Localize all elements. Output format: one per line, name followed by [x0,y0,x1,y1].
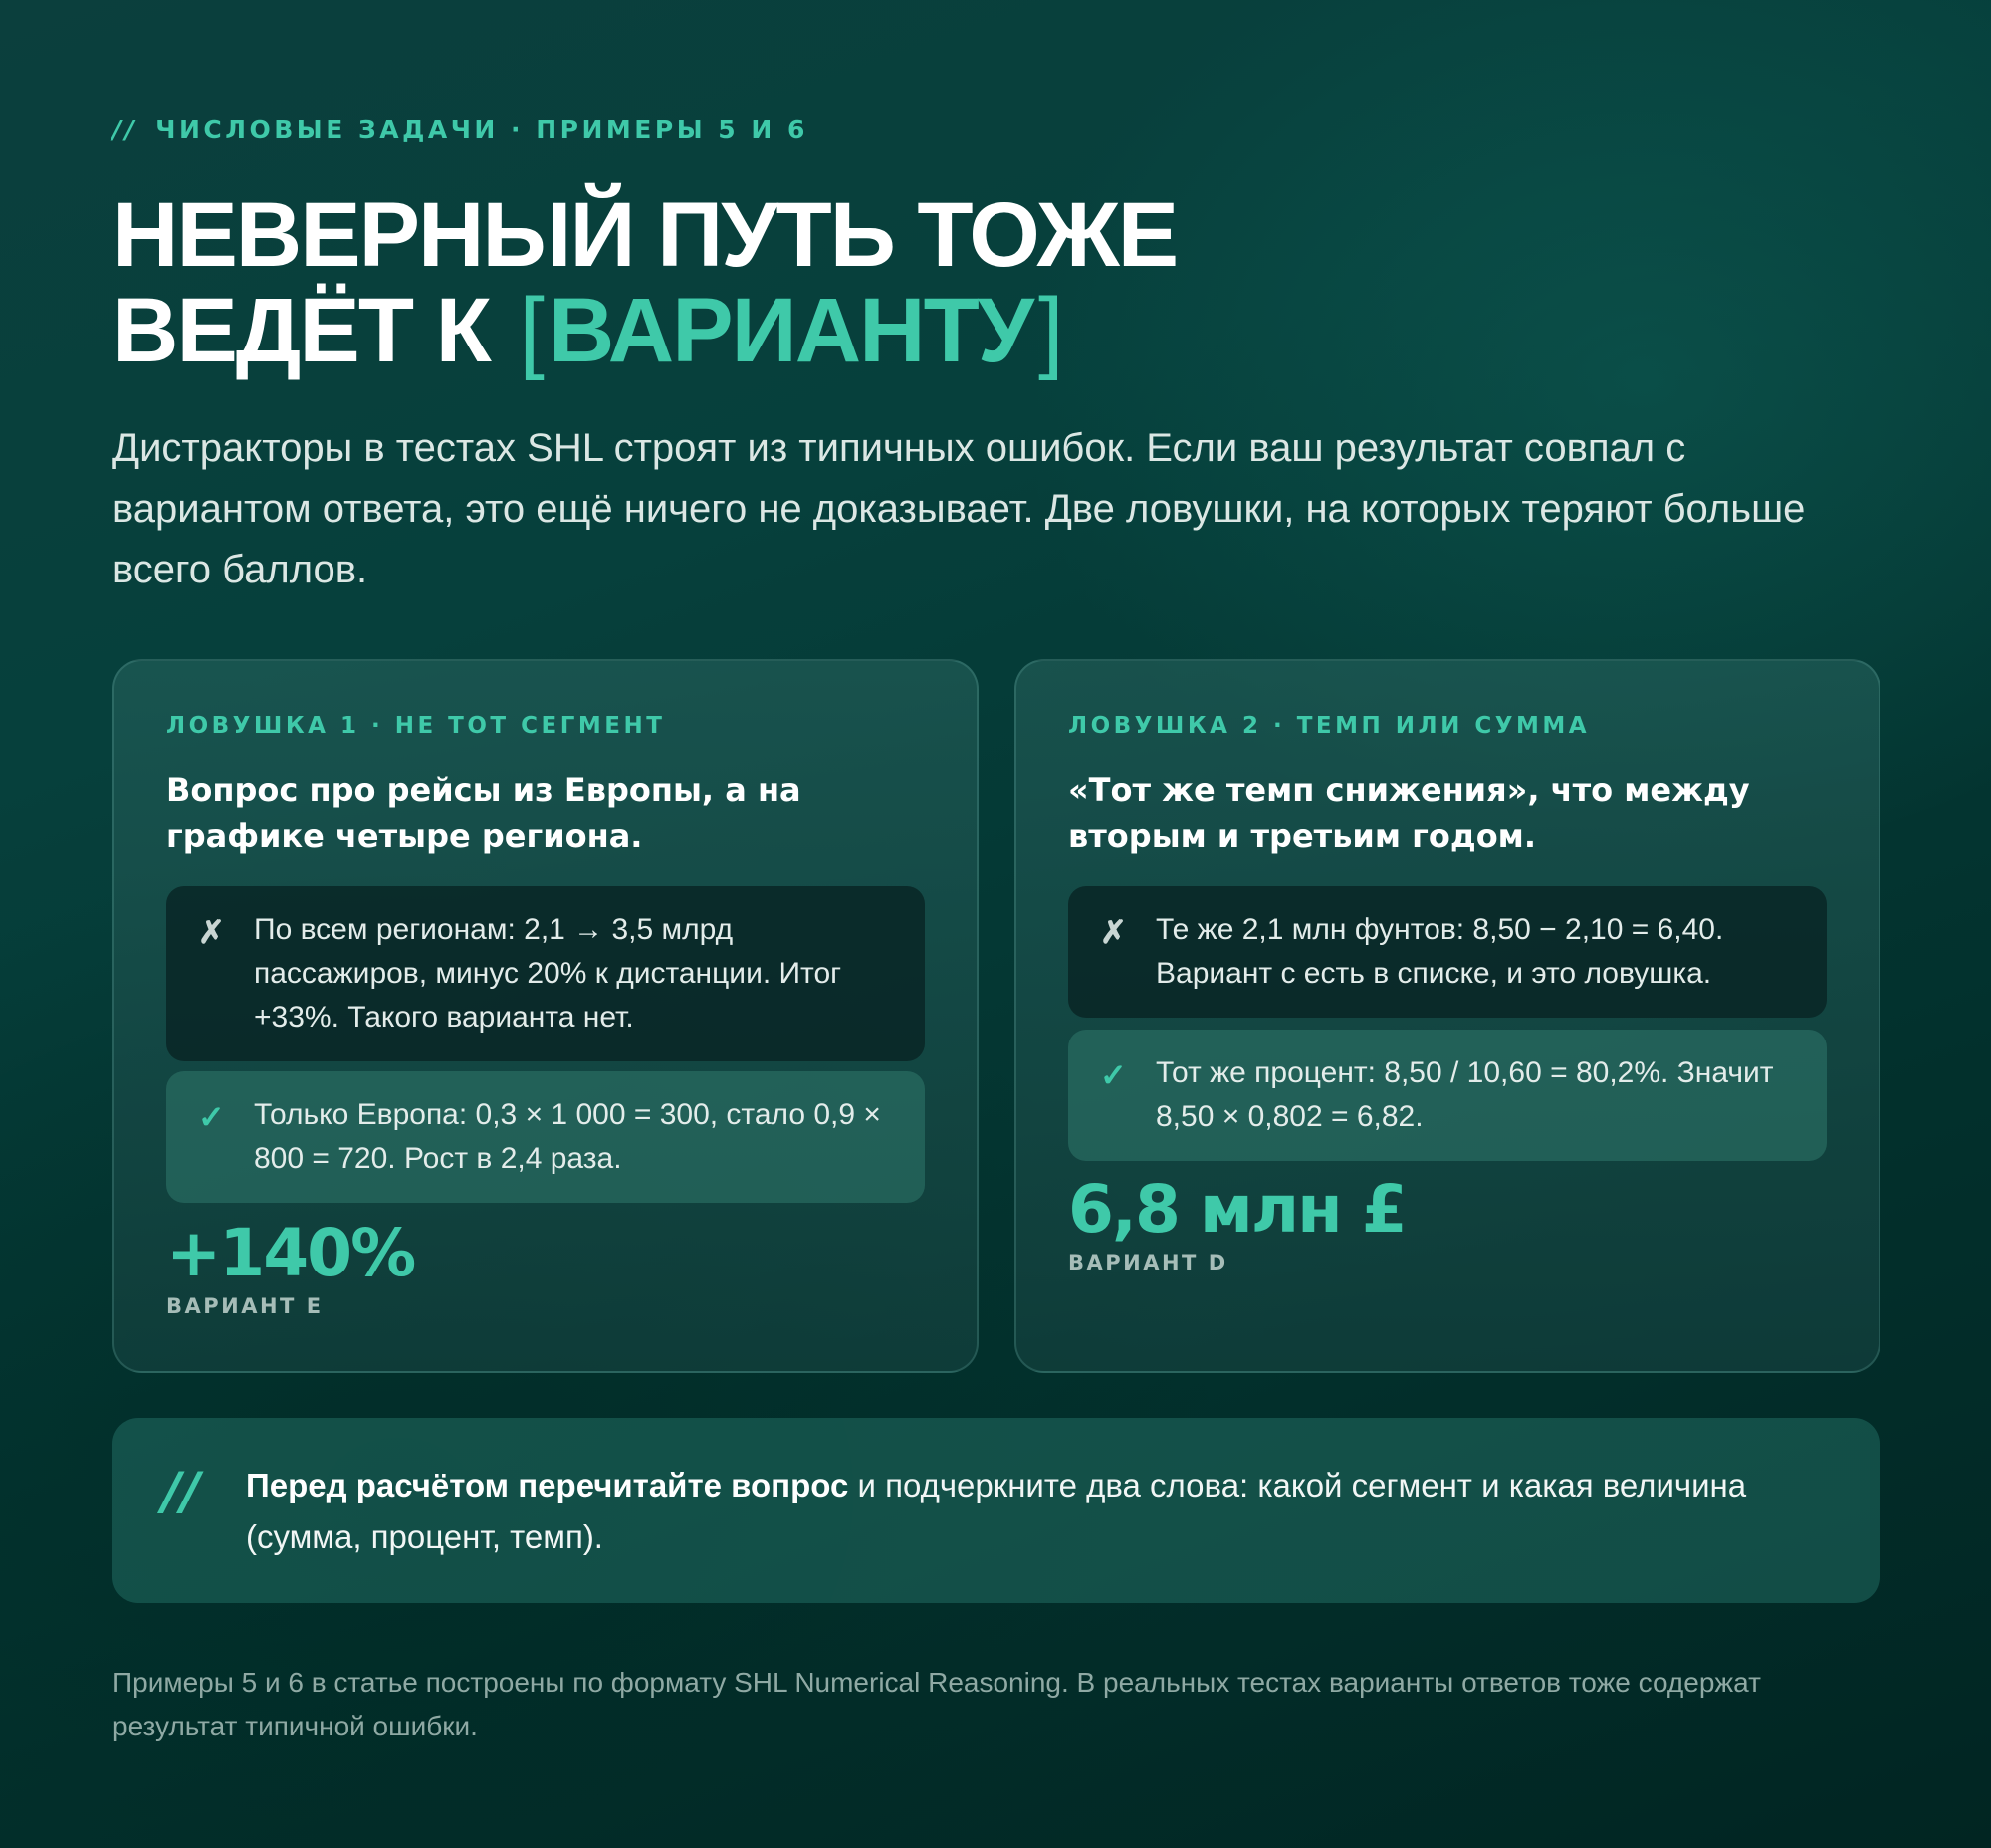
eyebrow [112,116,808,144]
tip-callout [112,1418,1880,1603]
title-bracket-close: ] [1038,280,1062,381]
right-solution-box [1068,1030,1827,1161]
trap-question: «Тот же темп снижения», что между вторым и третьим годом. [1068,771,1750,855]
wrong-solution-box [166,886,925,1061]
title-line-2-prefix: ВЕДЁТ К [112,280,490,381]
eyebrow-text: ЧИСЛОВЫЕ ЗАДАЧИ · ПРИМЕРЫ 5 И 6 [155,116,808,144]
trap-label: ЛОВУШКА 1 · НЕ ТОТ СЕГМЕНТ [166,713,666,739]
title-accent [513,280,1067,381]
quote-slashes-icon: // [162,1462,200,1521]
right-solution-box [166,1071,925,1203]
trap-card-1 [112,659,979,1373]
eyebrow-slashes: // [112,116,138,144]
answer-value: 6,8 млн £ [1068,1171,1406,1248]
footnote: Примеры 5 и 6 в статье построены по формату SHL Numerical Reasoning. В реальных тестах варианты ответов тоже содержат результат типичной ошибки. [112,1667,1761,1741]
tip-bold: Перед расчётом перечитайте вопрос [246,1467,849,1503]
title-bracket-open: [ [519,280,543,381]
tip-rest: и подчеркните два слова: какой сегмент и какая величина (сумма, процент, темп). [246,1467,1747,1555]
answer-variant: ВАРИАНТ E [166,1294,324,1318]
right-solution-text: Тот же процент: 8,50 / 10,60 = 80,2%. Значит 8,50 × 0,802 = 6,82. [1156,1056,1774,1133]
title-line-1: НЕВЕРНЫЙ ПУТЬ ТОЖЕ [112,184,1178,286]
wrong-solution-box [1068,886,1827,1018]
cross-icon: ✗ [198,914,225,950]
title-accent-word: ВАРИАНТУ [548,280,1033,381]
trap-card-2 [1014,659,1880,1373]
lead-paragraph: Дистракторы в тестах SHL строят из типичных ошибок. Если ваш результат совпал с вариантом ответа, это ещё ничего не доказывает. Две ловушки, на которых теряют больше всего баллов. [112,426,1806,591]
article-slide [112,0,1880,1848]
cross-icon: ✗ [1100,914,1127,950]
answer-variant: ВАРИАНТ D [1068,1251,1228,1274]
tip-text [246,1460,1819,1563]
trap-question: Вопрос про рейсы из Европы, а на графике четыре региона. [166,771,801,855]
right-solution-text: Только Европа: 0,3 × 1 000 = 300, стало 0,9 × 800 = 720. Рост в 2,4 раза. [254,1098,881,1175]
check-icon: ✓ [198,1099,225,1135]
check-icon: ✓ [1100,1057,1127,1093]
page-title [112,184,1178,381]
wrong-solution-text: По всем регионам: 2,1 → 3,5 млрд пассажиров, минус 20% к дистанции. Итог +33%. Такого варианта нет. [254,913,842,1034]
wrong-solution-text: Те же 2,1 млн фунтов: 8,50 − 2,10 = 6,40. Вариант c есть в списке, и это ловушка. [1156,913,1724,990]
answer-value: +140% [166,1215,415,1291]
trap-label: ЛОВУШКА 2 · ТЕМП ИЛИ СУММА [1068,713,1591,739]
